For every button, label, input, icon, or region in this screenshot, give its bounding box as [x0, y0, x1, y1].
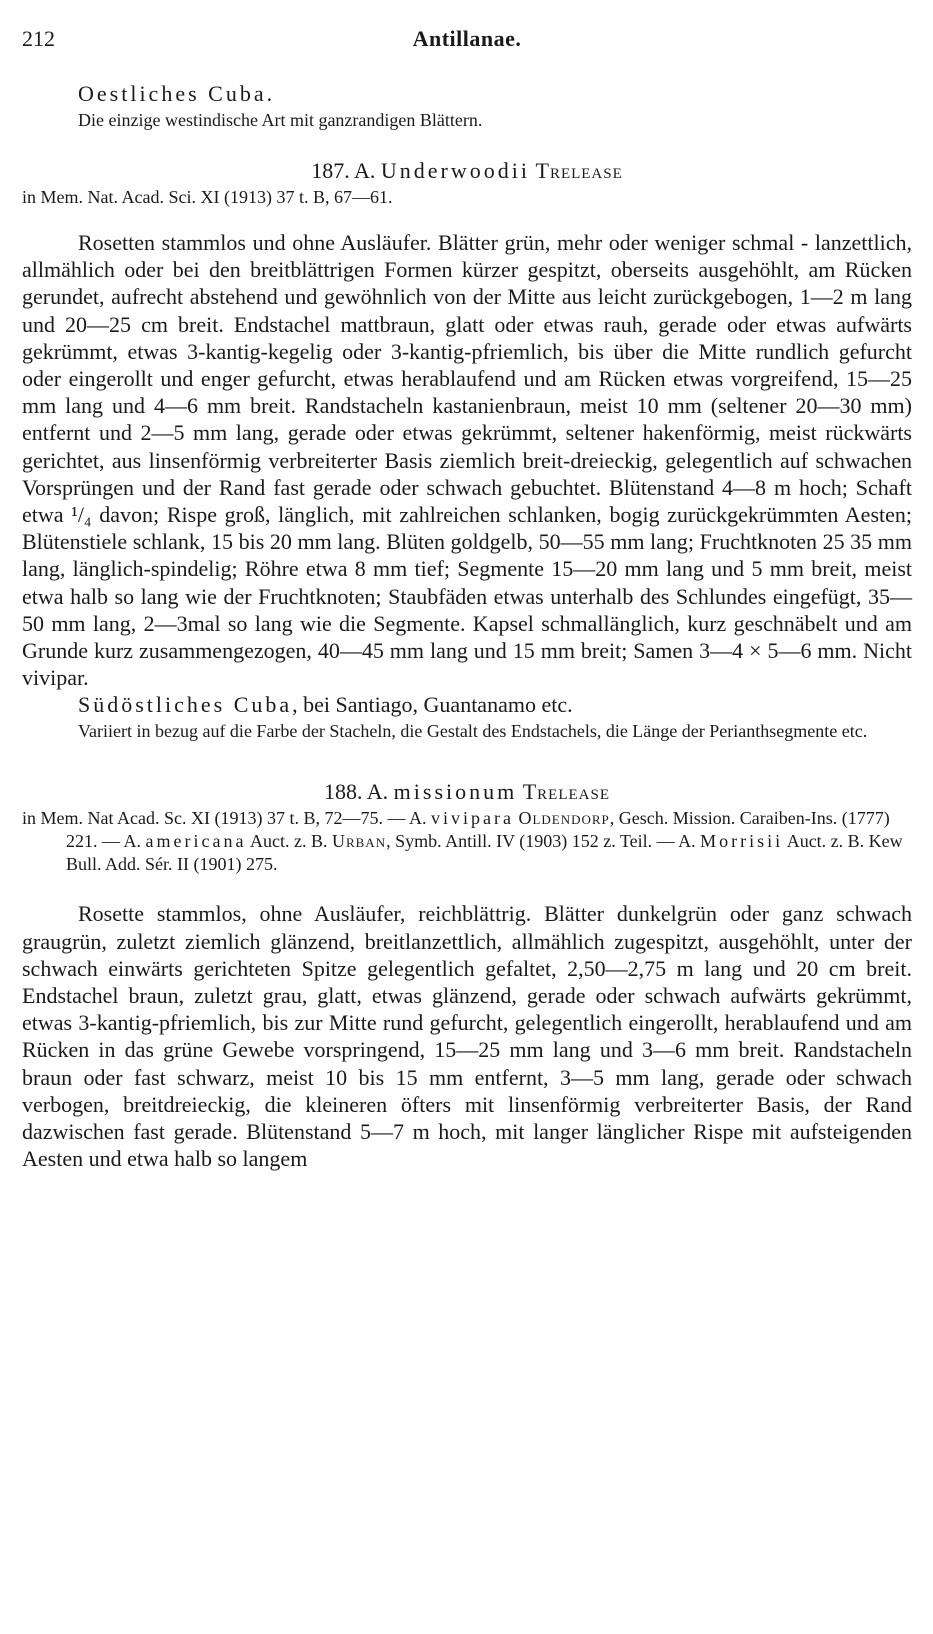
synonym-vivipara: vivipara: [430, 808, 514, 829]
page-number: 212: [22, 26, 55, 51]
synonym-morrisii: Morrisii: [700, 831, 784, 852]
species-188-name: missionum: [393, 779, 518, 805]
species-187-description: Rosetten stammlos und ohne Ausläufer. Blätter grün, mehr oder weniger schmal - lanzettlich, allmählich oder bei den breitblättrigen Formen kürzer gespitzt, oberseits ausgehöhlt, am Rücken gerundet, aufrecht abstehend und gewöhnlich von der Mitte aus leicht zurückgebogen, 1—2 m lang und 20—25 cm breit. Endstachel mattbraun, glatt oder etwas rauh, gerade oder etwas aufwärts gekrümmt, etwas 3-kantig-kegelig oder 3-kantig-pfriemlich, bis über die Mitte rundlich gefurcht oder eingerollt und enger gefurcht, etwas herablaufend und am Rücken etwas vorgreifend, 15—25 mm lang und 4—6 mm breit. Randstacheln kastanienbraun, meist 10 mm (seltener 20—30 mm) entfernt und 2—5 mm lang, gerade oder etwas gekrümmt, seltener hakenförmig, meist rückwärts gerichtet, aus linsenförmig verbreiterter Basis ziemlich breit-dreieckig, gelegentlich auf schwachen Vorsprüngen und der Rand fast gerade oder schwach gebuchtet. Blütenstand 4—8 m hoch; Schaft etwa ¹/₄ davon; Rispe groß, länglich, mit zahlreichen schlanken, bogig zurückgekrümmten Aesten; Blütenstiele schlank, 15 bis 20 mm lang. Blüten goldgelb, 50—55 mm lang; Fruchtknoten 25 35 mm lang, länglich-spindelig; Röhre etwa 8 mm tief; Segmente 15—20 mm lang und 5 mm breit, meist etwa halb so lang wie der Fruchtknoten; Staubfäden etwas unterhalb des Schlundes eingefügt, 35—50 mm lang, 2—3mal so lang wie die Segmente. Kapsel schmallänglich, kurz geschnäbelt und am Grunde kurz zusammengezogen, 40—45 mm lang und 15 mm breit; Samen 3—4 × 5—6 mm. Nicht vivipar.: [22, 230, 912, 691]
species-188-description: Rosette stammlos, ohne Ausläufer, reichblättrig. Blätter dunkelgrün oder ganz schwach graugrün, zuletzt ziemlich glänzend, breitlanzettlich, allmählich zugespitzt, ausgehöhlt, unter der schwach einwärts gerichteten Spitze gelegentlich gefaltet, 2,50—2,75 m lang und 20 cm breit. Endstachel braun, zuletzt grau, glatt, etwas glänzend, gerade oder schwach aufwärts gekrümmt, etwas 3-kantig-pfriemlich, bis zur Mitte rund gefurcht, gelegentlich eingerollt, herablaufend und am Rücken in das grüne Gewebe vorspringend, 15—25 mm lang und 3—6 mm breit. Randstacheln braun oder fast schwarz, meist 10 bis 15 mm entfernt, 3—5 mm lang, gerade oder schwach verbogen, breitdreieckig, die kleineren öfters mit linsenförmig verbreiterter Basis, der Rand dazwischen fast gerade. Blütenstand 5—7 m hoch, mit langer länglicher Rispe mit aufsteigenden Aesten und etwa halb so langem: [22, 901, 912, 1172]
species-187-name: Underwoodii: [380, 158, 530, 183]
species-187-heading: [22, 156, 912, 186]
page-header: [22, 22, 912, 56]
species-188-author: Trelease: [522, 779, 611, 805]
species-188-citation: in Mem. Nat Acad. Sc. XI (1913) 37 t. B, 72—75. — A. vivipara Oldendorp, Gesch. Mission. Caraiben-Ins. (1777) 221. — A. americana Auct. z. B. Urban, Symb. Antill. IV (1903) 152 z. Teil. — A. Morrisii Auct. z. B. Kew Bull. Add. Sér. II (1901) 275.: [22, 808, 903, 875]
species-187-distribution: Südöstliches Cuba, bei Santiago, Guantanamo etc.: [78, 692, 573, 718]
book-page: [22, 22, 912, 1172]
prev-species-distribution: Oestliches Cuba.: [78, 81, 276, 106]
species-187-citation: in Mem. Nat. Acad. Sci. XI (1913) 37 t. B, 67—61.: [22, 187, 393, 207]
species-188-number: 188. A.: [323, 779, 389, 805]
species-187-remark: Variiert in bezug auf die Farbe der Stacheln, die Gestalt des Endstachels, die Länge der Perianthsegmente etc.: [78, 721, 868, 742]
running-title: Antillanae.: [412, 26, 522, 51]
synonym-americana: americana: [145, 831, 247, 852]
prev-species-remark: Die einzige westindische Art mit ganzrandigen Blättern.: [78, 110, 483, 130]
species-187-author: Trelease: [535, 158, 623, 183]
species-188-heading: [22, 777, 912, 807]
species-187-number: 187. A.: [311, 158, 376, 183]
